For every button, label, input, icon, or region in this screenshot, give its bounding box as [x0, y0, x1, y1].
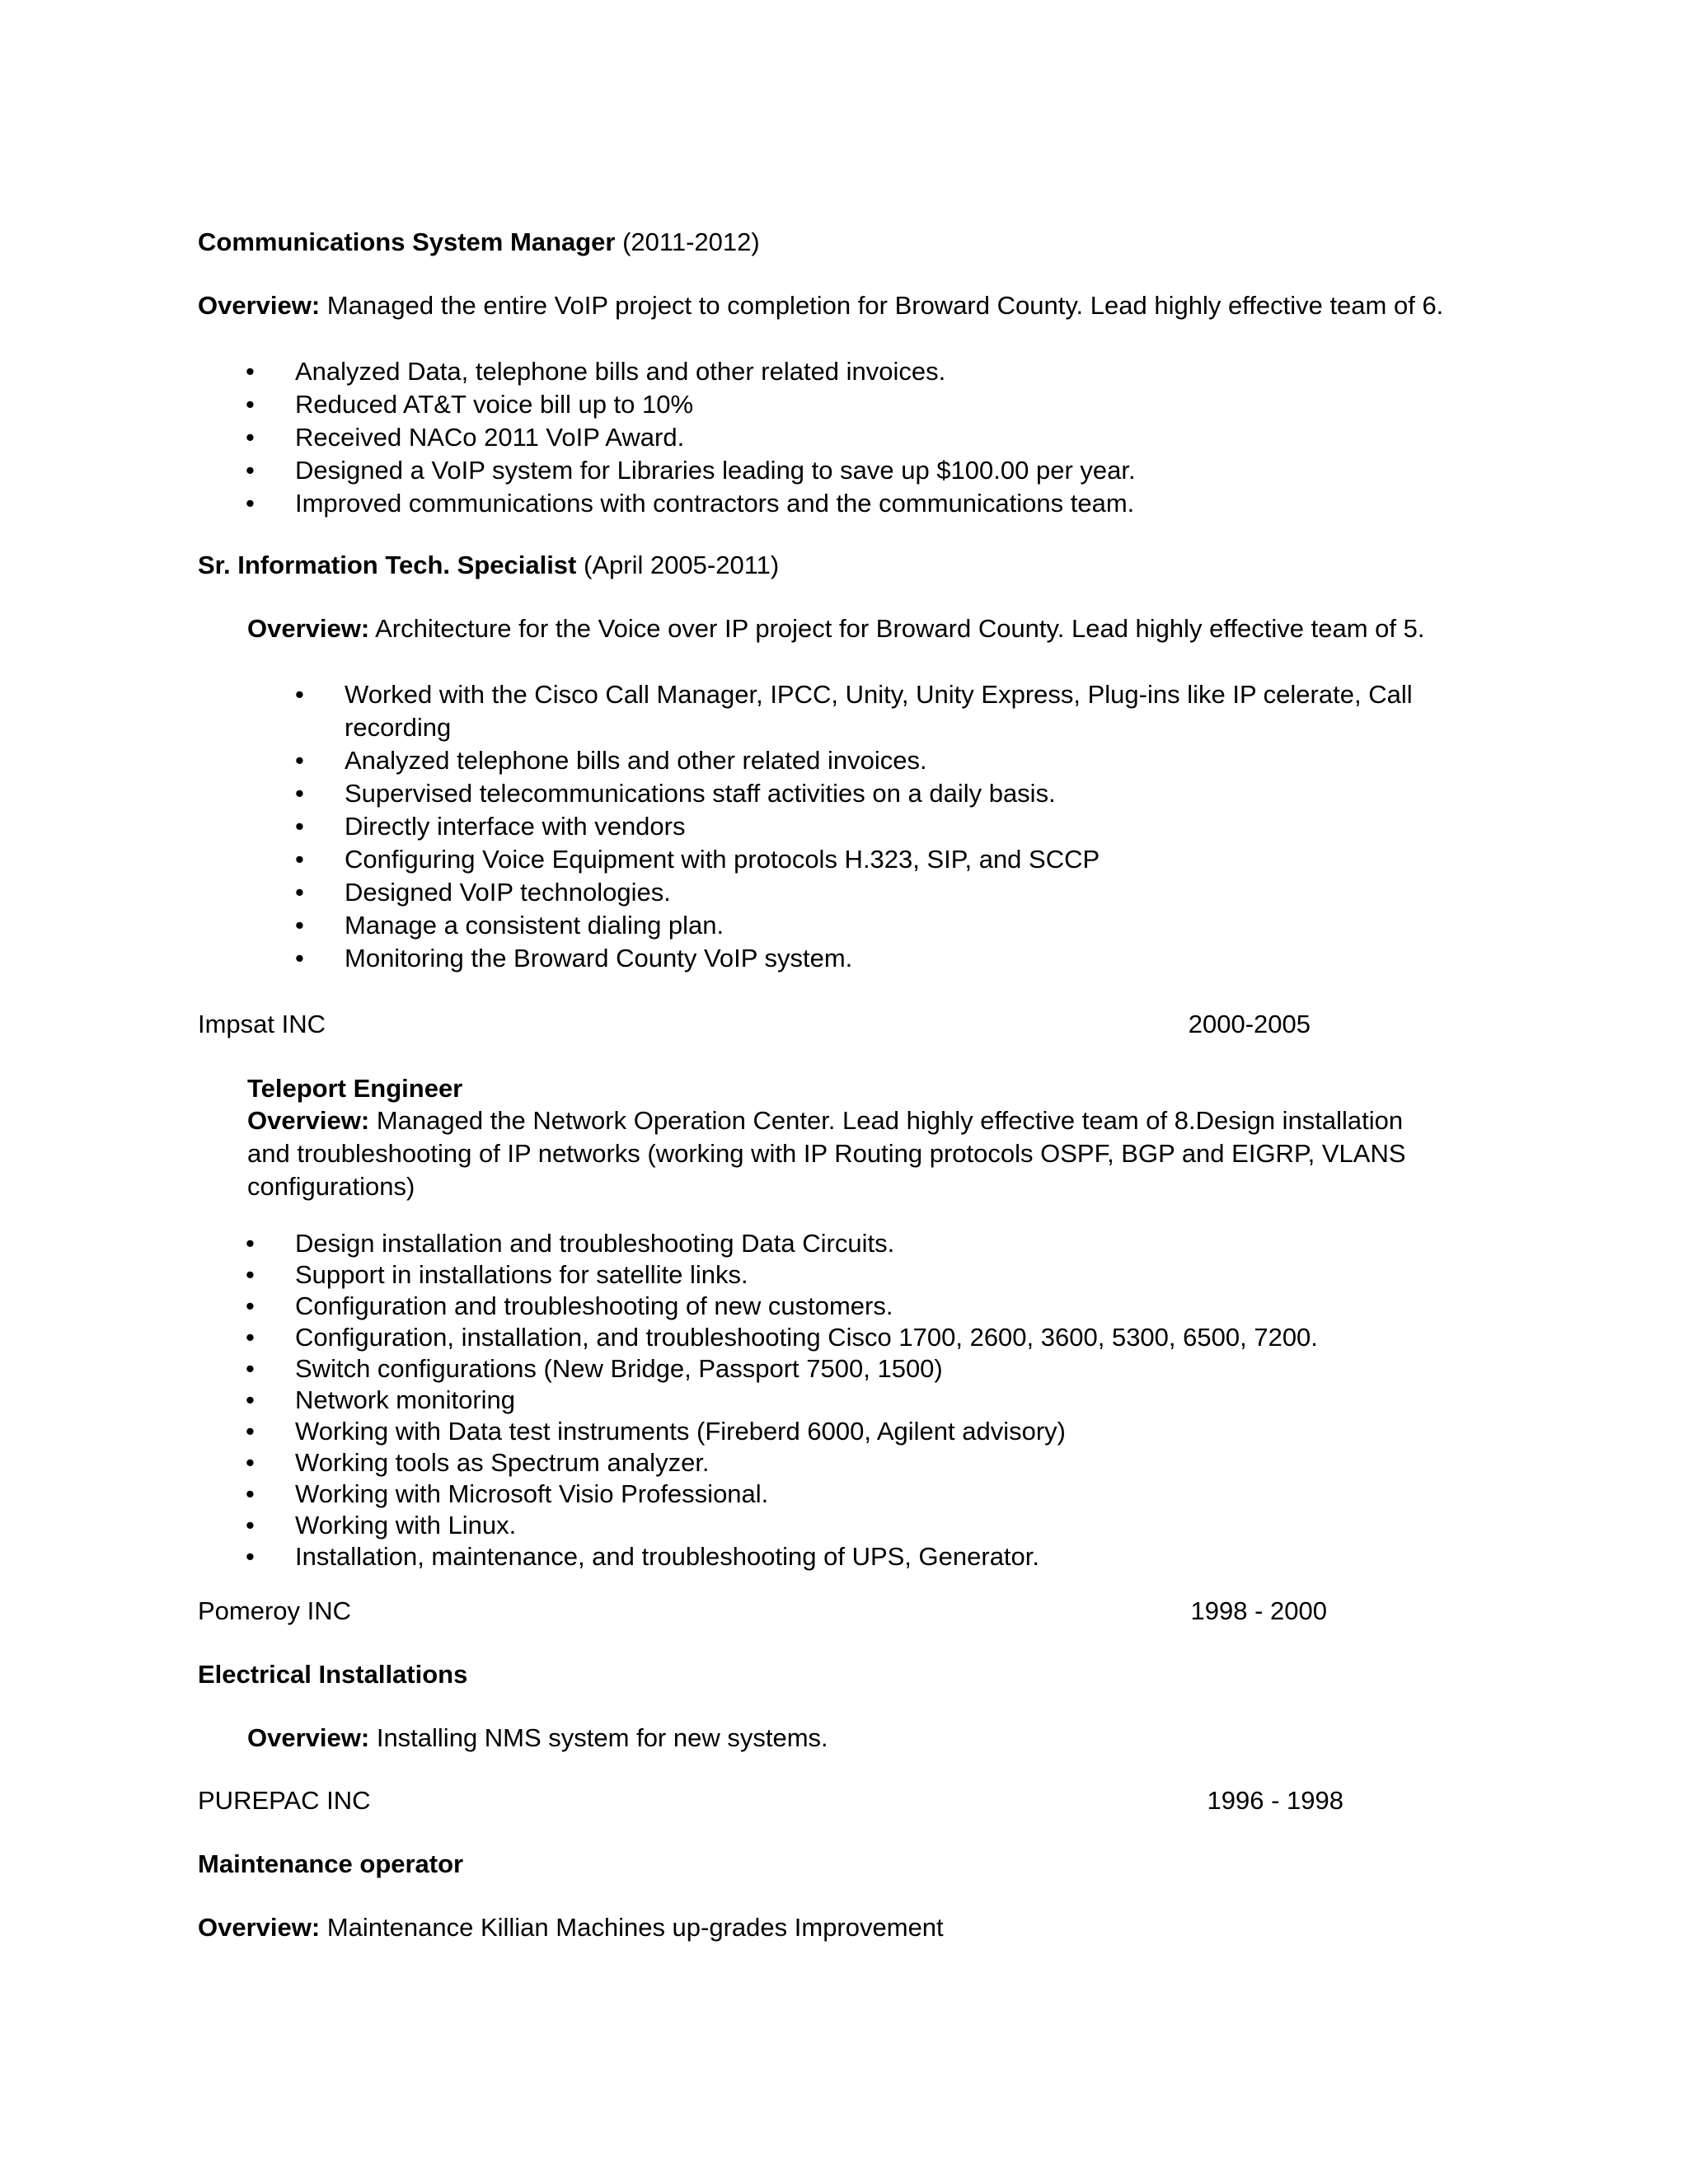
job-title-line: [247, 1072, 1484, 1105]
bullet-text: Switch configurations (New Bridge, Passport 7500, 1500): [295, 1354, 943, 1383]
bullet-text: Worked with the Cisco Call Manager, IPCC, Unity, Unity Express, Plug-ins like IP celerate, Call recording: [345, 680, 1413, 742]
job-title-line: [198, 1848, 1484, 1881]
bullet-item: [198, 1479, 1484, 1510]
bullet-icon: •: [246, 1448, 255, 1477]
company-dates: 1996 - 1998: [1207, 1786, 1343, 1815]
bullet-item: [198, 1510, 1484, 1541]
bullet-icon: •: [295, 911, 304, 940]
bullet-icon: •: [246, 357, 255, 386]
company-dates: 1998 - 2000: [1190, 1596, 1327, 1625]
bullet-text: Support in installations for satellite links.: [295, 1260, 748, 1289]
job-title-line: [198, 549, 1484, 582]
bullet-text: Designed a VoIP system for Libraries leading to save up $100.00 per year.: [295, 456, 1136, 485]
company-name: Pomeroy INC: [198, 1596, 352, 1625]
bullet-item: [198, 355, 1484, 388]
company-row: [198, 1008, 1311, 1041]
bullet-item: [198, 1228, 1484, 1259]
overview-paragraph: [198, 289, 1484, 322]
bullet-icon: •: [295, 680, 304, 709]
bullet-item: [198, 1259, 1484, 1291]
company-row: [198, 1595, 1327, 1628]
overview-text: Architecture for the Voice over IP project for Broward County. Lead highly effective team of 5.: [375, 614, 1425, 643]
bullet-icon: •: [246, 390, 255, 419]
bullet-text: Network monitoring: [295, 1385, 516, 1414]
bullet-item: [198, 1353, 1484, 1385]
bullet-list: [198, 1228, 1484, 1572]
bullet-text: Reduced AT&T voice bill up to 10%: [295, 390, 694, 419]
bullet-icon: •: [246, 456, 255, 485]
bullet-text: Working tools as Spectrum analyzer.: [295, 1448, 710, 1477]
bullet-text: Improved communications with contractors and the communications team.: [295, 489, 1135, 518]
bullet-text: Directly interface with vendors: [345, 812, 686, 841]
bullet-item: [198, 1385, 1484, 1416]
overview-text: Managed the Network Operation Center. Lead highly effective team of 8.Design installation and troubleshooting of IP networks (working with IP Routing protocols OSPF, BGP and EIGRP, VLANS configurations): [247, 1106, 1406, 1201]
bullet-icon: •: [246, 1417, 255, 1446]
bullet-item: [198, 454, 1484, 487]
bullet-icon: •: [295, 812, 304, 841]
company-name: Impsat INC: [198, 1010, 326, 1038]
bullet-icon: •: [295, 878, 304, 907]
bullet-icon: •: [246, 1291, 255, 1320]
overview-text: Maintenance Killian Machines up-grades Improvement: [326, 1913, 944, 1942]
bullet-text: Received NACo 2011 VoIP Award.: [295, 423, 685, 452]
bullet-text: Configuring Voice Equipment with protocols H.323, SIP, and SCCP: [345, 845, 1100, 874]
overview-label: Overview:: [247, 1723, 370, 1752]
bullet-text: Supervised telecommunications staff activities on a daily basis.: [345, 779, 1056, 808]
bullet-icon: •: [246, 423, 255, 452]
bullet-item: [198, 1322, 1484, 1353]
overview-paragraph: [247, 1104, 1434, 1203]
bullet-text: Manage a consistent dialing plan.: [345, 911, 724, 940]
bullet-item: [247, 843, 1484, 876]
overview-paragraph: [198, 1911, 1484, 1944]
bullet-item: [247, 810, 1484, 843]
bullet-icon: •: [246, 1260, 255, 1289]
bullet-item: [247, 678, 1484, 744]
bullet-icon: •: [295, 845, 304, 874]
bullet-list: [198, 355, 1484, 520]
bullet-item: [247, 777, 1484, 810]
bullet-text: Configuration, installation, and troubleshooting Cisco 1700, 2600, 3600, 5300, 6500, 7200.: [295, 1323, 1318, 1352]
bullet-icon: •: [246, 1229, 255, 1258]
bullet-icon: •: [246, 1385, 255, 1414]
bullet-item: [247, 909, 1484, 942]
bullet-item: [198, 1541, 1484, 1572]
job-title: Communications System Manager: [198, 227, 616, 256]
bullet-item: [198, 487, 1484, 520]
bullet-text: Design installation and troubleshooting Data Circuits.: [295, 1229, 895, 1258]
bullet-item: [198, 1447, 1484, 1479]
bullet-icon: •: [246, 1542, 255, 1571]
bullet-text: Installation, maintenance, and troubleshooting of UPS, Generator.: [295, 1542, 1040, 1571]
job-title: Sr. Information Tech. Specialist: [198, 551, 577, 579]
job-dates: (April 2005-2011): [584, 551, 780, 579]
bullet-item: [247, 744, 1484, 777]
overview-label: Overview:: [198, 291, 321, 320]
bullet-text: Configuration and troubleshooting of new customers.: [295, 1291, 893, 1320]
overview-label: Overview:: [198, 1913, 321, 1942]
company-dates: 2000-2005: [1188, 1010, 1311, 1038]
overview-label: Overview:: [247, 1106, 370, 1135]
bullet-text: Working with Data test instruments (Fireberd 6000, Agilent advisory): [295, 1417, 1066, 1446]
bullet-list: [247, 678, 1484, 975]
overview-label: Overview:: [247, 614, 370, 643]
job-title-line: [198, 1658, 1484, 1691]
bullet-icon: •: [246, 1511, 255, 1540]
company-row: [198, 1784, 1343, 1817]
bullet-icon: •: [246, 489, 255, 518]
bullet-text: Designed VoIP technologies.: [345, 878, 671, 907]
job-title: Electrical Installations: [198, 1660, 468, 1689]
bullet-item: [198, 388, 1484, 421]
bullet-item: [198, 421, 1484, 454]
bullet-icon: •: [246, 1479, 255, 1508]
bullet-text: Analyzed telephone bills and other related invoices.: [345, 746, 927, 775]
company-name: PUREPAC INC: [198, 1786, 371, 1815]
job-title-line: [198, 226, 1484, 259]
bullet-icon: •: [295, 944, 304, 972]
overview-paragraph: [247, 1722, 1484, 1755]
bullet-text: Working with Linux.: [295, 1511, 517, 1540]
overview-text: Managed the entire VoIP project to completion for Broward County. Lead highly effective team of 6.: [326, 291, 1444, 320]
bullet-icon: •: [295, 746, 304, 775]
job-title: Maintenance operator: [198, 1849, 464, 1878]
bullet-icon: •: [246, 1354, 255, 1383]
bullet-item: [198, 1416, 1484, 1447]
bullet-item: [247, 876, 1484, 909]
bullet-text: Monitoring the Broward County VoIP system.: [345, 944, 853, 972]
overview-text: Installing NMS system for new systems.: [376, 1723, 828, 1752]
job-title: Teleport Engineer: [247, 1074, 463, 1103]
job-dates: (2011-2012): [622, 227, 760, 256]
bullet-icon: •: [246, 1323, 255, 1352]
bullet-icon: •: [295, 779, 304, 808]
bullet-item: [198, 1291, 1484, 1322]
bullet-text: Working with Microsoft Visio Professional.: [295, 1479, 769, 1508]
bullet-item: [247, 942, 1484, 975]
overview-paragraph: [247, 612, 1484, 645]
bullet-text: Analyzed Data, telephone bills and other related invoices.: [295, 357, 946, 386]
